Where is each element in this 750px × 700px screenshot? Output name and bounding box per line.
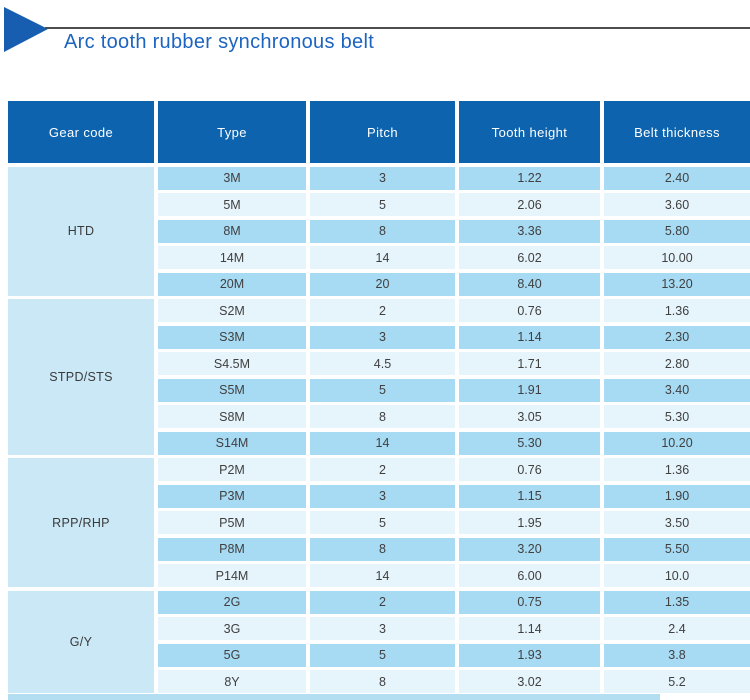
table-cell-s5m-pitch: 5	[310, 379, 455, 402]
table-cell-p8m-belt-thickness: 5.50	[604, 538, 750, 561]
table-cell-s2m-pitch: 2	[310, 299, 455, 322]
table-cell-8m-tooth-height: 3.36	[459, 220, 600, 243]
table-cell-p2m-belt-thickness: 1.36	[604, 458, 750, 481]
table-cell-20m-type: 20M	[158, 273, 306, 296]
table-cell-s2m-tooth-height: 0.76	[459, 299, 600, 322]
table-cell-14m-belt-thickness: 10.00	[604, 246, 750, 269]
table-cell-p8m-tooth-height: 3.20	[459, 538, 600, 561]
table-cell-s14m-tooth-height: 5.30	[459, 432, 600, 455]
table-cell-s14m-pitch: 14	[310, 432, 455, 455]
table-cell-p8m-pitch: 8	[310, 538, 455, 561]
table-cell-5m-belt-thickness: 3.60	[604, 193, 750, 216]
table-cell-p8m-type: P8M	[158, 538, 306, 561]
table-cell-8y-belt-thickness: 5.2	[604, 670, 750, 693]
table-cell-5m-pitch: 5	[310, 193, 455, 216]
table-cell-14m-tooth-height: 6.02	[459, 246, 600, 269]
table-cell-s3m-pitch: 3	[310, 326, 455, 349]
table-cell-3g-tooth-height: 1.14	[459, 617, 600, 640]
next-section-partial-bar	[8, 694, 660, 700]
table-cell-s4-5m-pitch: 4.5	[310, 352, 455, 375]
table-cell-s8m-belt-thickness: 5.30	[604, 405, 750, 428]
table-cell-3m-belt-thickness: 2.40	[604, 167, 750, 190]
table-cell-p2m-pitch: 2	[310, 458, 455, 481]
table-cell-20m-belt-thickness: 13.20	[604, 273, 750, 296]
section-arrow-icon	[4, 7, 48, 52]
table-cell-p5m-pitch: 5	[310, 511, 455, 534]
table-cell-s14m-type: S14M	[158, 432, 306, 455]
table-cell-s8m-pitch: 8	[310, 405, 455, 428]
title-underline	[45, 27, 750, 29]
table-cell-p5m-type: P5M	[158, 511, 306, 534]
table-cell-s4-5m-belt-thickness: 2.80	[604, 352, 750, 375]
table-cell-p14m-tooth-height: 6.00	[459, 564, 600, 587]
table-cell-s2m-belt-thickness: 1.36	[604, 299, 750, 322]
table-cell-8y-tooth-height: 3.02	[459, 670, 600, 693]
column-header-tooth-height: Tooth height	[459, 101, 600, 163]
table-cell-14m-type: 14M	[158, 246, 306, 269]
table-cell-s3m-belt-thickness: 2.30	[604, 326, 750, 349]
table-cell-8m-pitch: 8	[310, 220, 455, 243]
table-cell-p2m-type: P2M	[158, 458, 306, 481]
table-cell-p14m-type: P14M	[158, 564, 306, 587]
spec-table	[8, 101, 750, 693]
column-header-gear-code: Gear code	[8, 101, 154, 163]
table-cell-3m-tooth-height: 1.22	[459, 167, 600, 190]
table-cell-s8m-type: S8M	[158, 405, 306, 428]
table-cell-p3m-belt-thickness: 1.90	[604, 485, 750, 508]
table-cell-p5m-belt-thickness: 3.50	[604, 511, 750, 534]
table-cell-p5m-tooth-height: 1.95	[459, 511, 600, 534]
table-cell-8y-type: 8Y	[158, 670, 306, 693]
table-cell-s5m-tooth-height: 1.91	[459, 379, 600, 402]
table-cell-3g-pitch: 3	[310, 617, 455, 640]
table-cell-8y-pitch: 8	[310, 670, 455, 693]
table-cell-5g-pitch: 5	[310, 644, 455, 667]
table-cell-p3m-type: P3M	[158, 485, 306, 508]
table-cell-s5m-type: S5M	[158, 379, 306, 402]
page-title: Arc tooth rubber synchronous belt	[64, 31, 375, 53]
table-cell-2g-belt-thickness: 1.35	[604, 591, 750, 614]
table-cell-s4-5m-tooth-height: 1.71	[459, 352, 600, 375]
table-cell-20m-pitch: 20	[310, 273, 455, 296]
table-cell-s3m-type: S3M	[158, 326, 306, 349]
table-cell-8m-type: 8M	[158, 220, 306, 243]
table-cell-2g-tooth-height: 0.75	[459, 591, 600, 614]
group-cell-stpd-sts: STPD/STS	[8, 299, 154, 455]
table-cell-5g-belt-thickness: 3.8	[604, 644, 750, 667]
group-cell-htd: HTD	[8, 167, 154, 296]
table-cell-s14m-belt-thickness: 10.20	[604, 432, 750, 455]
table-cell-5g-type: 5G	[158, 644, 306, 667]
table-cell-3m-type: 3M	[158, 167, 306, 190]
table-cell-2g-type: 2G	[158, 591, 306, 614]
table-cell-5m-tooth-height: 2.06	[459, 193, 600, 216]
column-header-belt-thickness: Belt thickness	[604, 101, 750, 163]
table-cell-14m-pitch: 14	[310, 246, 455, 269]
table-cell-s8m-tooth-height: 3.05	[459, 405, 600, 428]
table-cell-3m-pitch: 3	[310, 167, 455, 190]
table-cell-s2m-type: S2M	[158, 299, 306, 322]
table-cell-s3m-tooth-height: 1.14	[459, 326, 600, 349]
table-cell-5m-type: 5M	[158, 193, 306, 216]
table-cell-8m-belt-thickness: 5.80	[604, 220, 750, 243]
column-header-type: Type	[158, 101, 306, 163]
table-cell-p3m-pitch: 3	[310, 485, 455, 508]
table-cell-p2m-tooth-height: 0.76	[459, 458, 600, 481]
table-cell-p14m-belt-thickness: 10.0	[604, 564, 750, 587]
table-cell-s4-5m-type: S4.5M	[158, 352, 306, 375]
table-cell-3g-belt-thickness: 2.4	[604, 617, 750, 640]
table-cell-2g-pitch: 2	[310, 591, 455, 614]
table-cell-20m-tooth-height: 8.40	[459, 273, 600, 296]
table-cell-p14m-pitch: 14	[310, 564, 455, 587]
group-cell-rpp-rhp: RPP/RHP	[8, 458, 154, 587]
table-cell-p3m-tooth-height: 1.15	[459, 485, 600, 508]
table-cell-3g-type: 3G	[158, 617, 306, 640]
table-cell-s5m-belt-thickness: 3.40	[604, 379, 750, 402]
group-cell-g-y: G/Y	[8, 591, 154, 694]
table-cell-5g-tooth-height: 1.93	[459, 644, 600, 667]
column-header-pitch: Pitch	[310, 101, 455, 163]
